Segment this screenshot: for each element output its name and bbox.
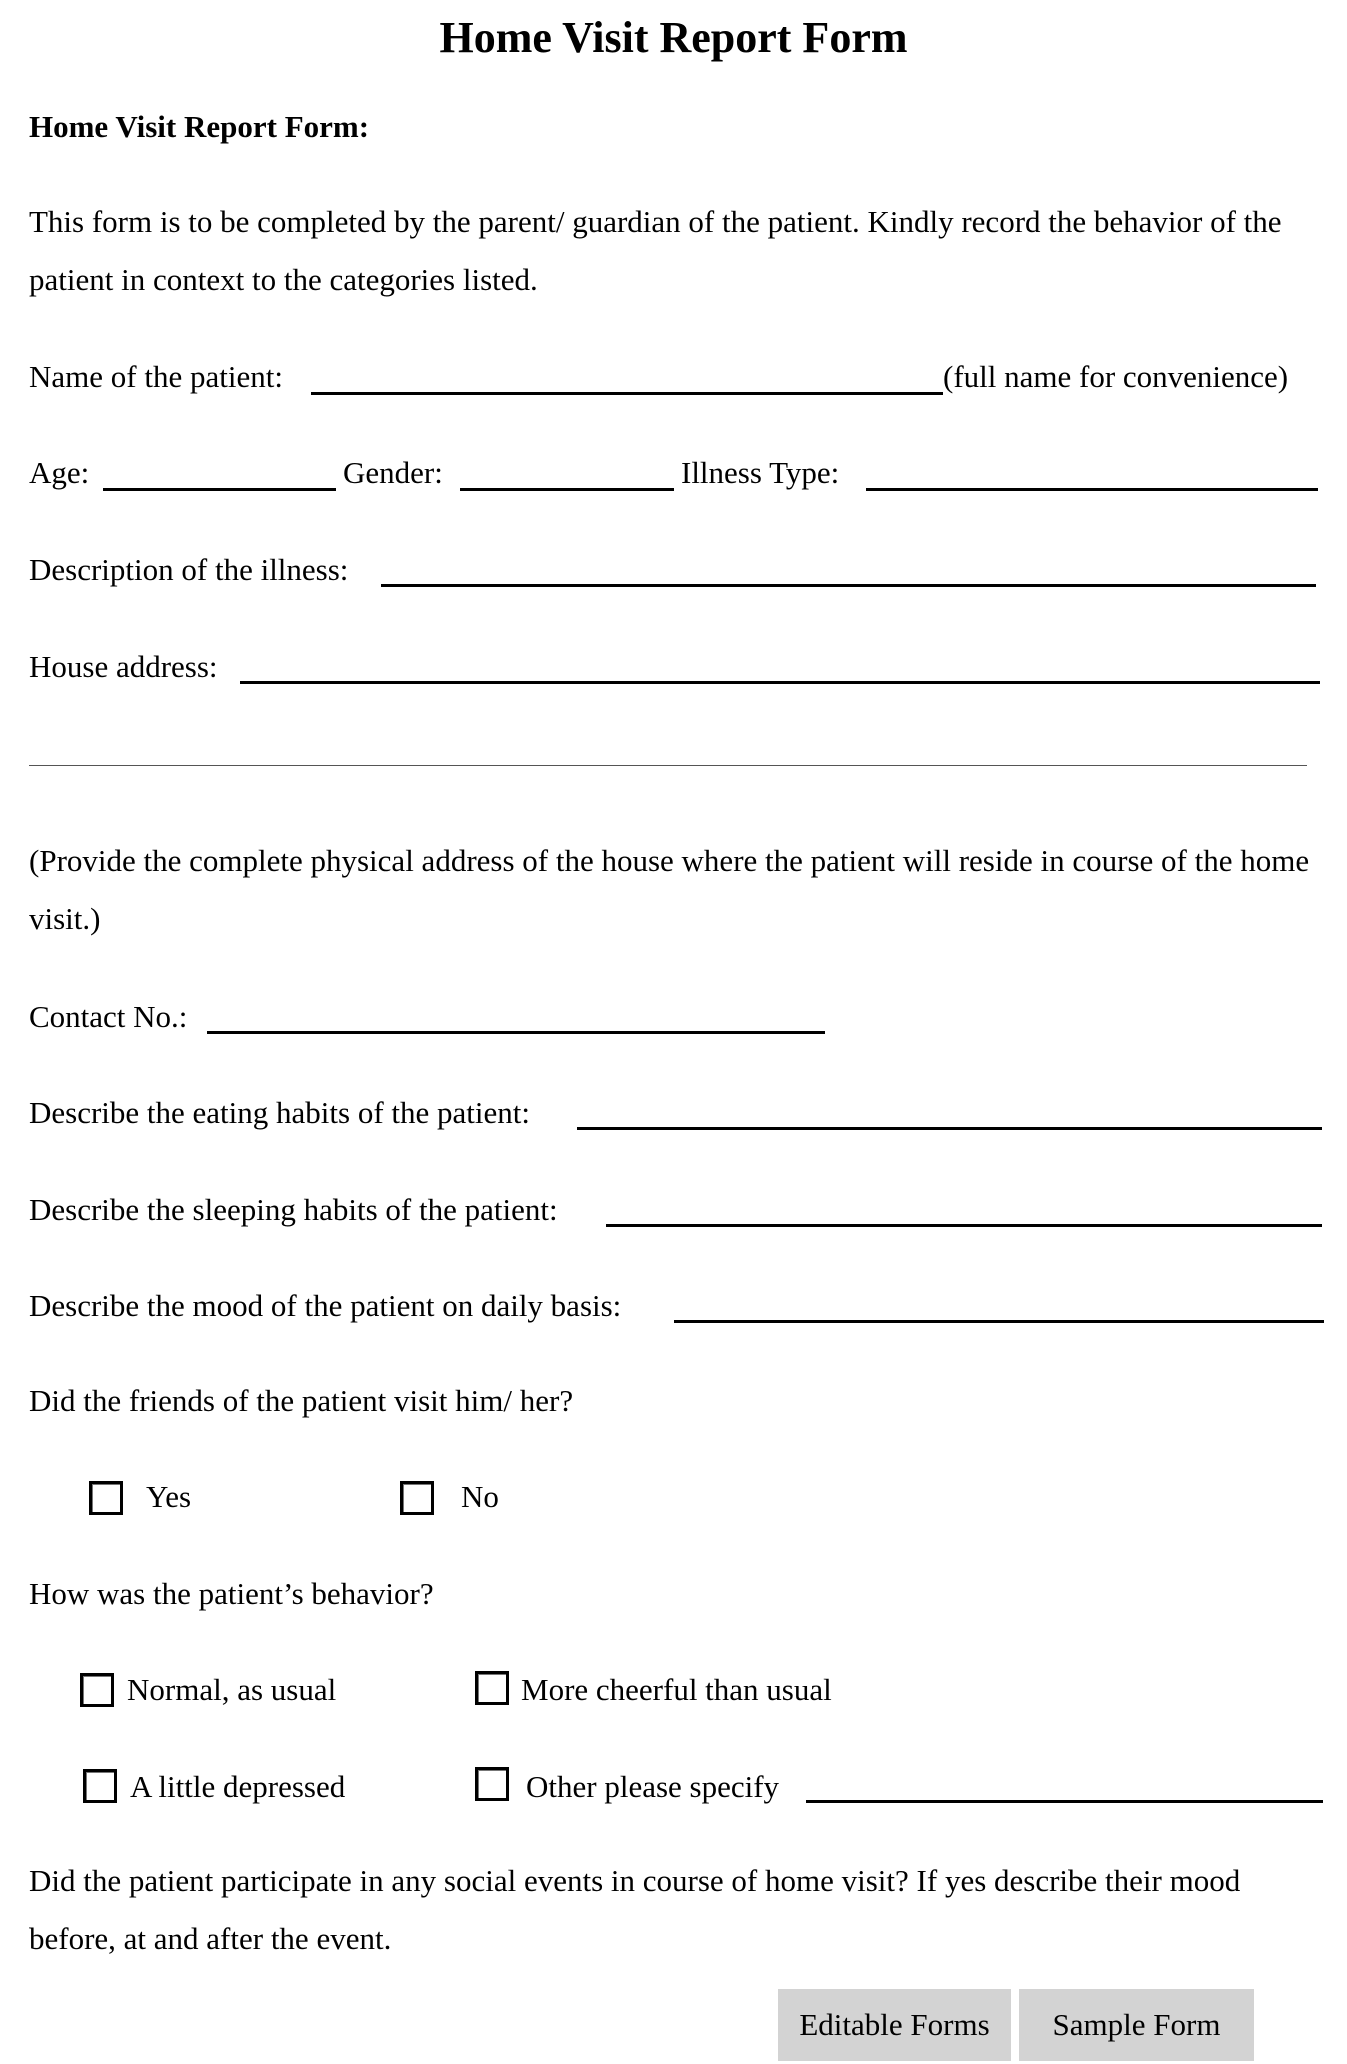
behavior-normal-checkbox[interactable]: [80, 1673, 114, 1707]
contact-label: Contact No.:: [29, 999, 188, 1034]
eating-habits-field[interactable]: [577, 1127, 1322, 1130]
sleeping-habits-field[interactable]: [606, 1224, 1322, 1227]
editable-forms-button[interactable]: Editable Forms: [778, 1989, 1011, 2061]
illness-type-field[interactable]: [866, 488, 1318, 491]
behavior-normal-label: Normal, as usual: [127, 1672, 337, 1707]
gender-field[interactable]: [460, 488, 674, 491]
form-heading: Home Visit Report Form:: [29, 109, 370, 144]
illness-description-label: Description of the illness:: [29, 552, 349, 587]
behavior-question: How was the patient’s behavior?: [29, 1576, 434, 1611]
patient-name-label: Name of the patient:: [29, 359, 283, 394]
friends-visit-no-checkbox[interactable]: [400, 1481, 434, 1515]
behavior-cheerful-checkbox[interactable]: [475, 1671, 509, 1705]
intro-paragraph: This form is to be completed by the parent/ guardian of the patient. Kindly record the behavior of the patient in context to the categories listed.: [29, 204, 1282, 297]
patient-name-note: (full name for convenience): [943, 359, 1289, 394]
sleeping-habits-label: Describe the sleeping habits of the patient:: [29, 1192, 558, 1227]
age-field[interactable]: [103, 488, 336, 491]
age-label: Age:: [29, 455, 90, 490]
patient-name-field[interactable]: [311, 392, 943, 395]
house-address-label: House address:: [29, 649, 218, 684]
sample-form-button[interactable]: Sample Form: [1019, 1989, 1254, 2061]
friends-visit-no-label: No: [461, 1479, 499, 1514]
gender-label: Gender:: [343, 455, 443, 490]
house-address-field[interactable]: [240, 681, 1320, 684]
behavior-other-checkbox[interactable]: [475, 1767, 509, 1801]
address-note: (Provide the complete physical address of the house where the patient will reside in course of the home visit.): [29, 843, 1310, 936]
behavior-other-label: Other please specify: [526, 1769, 780, 1804]
social-events-question: Did the patient participate in any social events in course of home visit? If yes describe their mood before, at and after the event.: [29, 1863, 1241, 1956]
house-address-line-2[interactable]: [29, 765, 1307, 766]
friends-visit-yes-label: Yes: [146, 1479, 192, 1514]
friends-visit-yes-checkbox[interactable]: [89, 1481, 123, 1515]
illness-description-field[interactable]: [381, 584, 1316, 587]
illness-type-label: Illness Type:: [681, 455, 840, 490]
contact-field[interactable]: [207, 1031, 825, 1034]
eating-habits-label: Describe the eating habits of the patient:: [29, 1095, 530, 1130]
behavior-depressed-label: A little depressed: [130, 1769, 346, 1804]
daily-mood-field[interactable]: [674, 1320, 1324, 1323]
behavior-other-field[interactable]: [806, 1800, 1323, 1803]
behavior-cheerful-label: More cheerful than usual: [521, 1672, 832, 1707]
behavior-depressed-checkbox[interactable]: [83, 1769, 117, 1803]
daily-mood-label: Describe the mood of the patient on daily basis:: [29, 1288, 622, 1323]
page-title: Home Visit Report Form: [439, 13, 908, 62]
friends-visit-question: Did the friends of the patient visit him/ her?: [29, 1383, 574, 1418]
